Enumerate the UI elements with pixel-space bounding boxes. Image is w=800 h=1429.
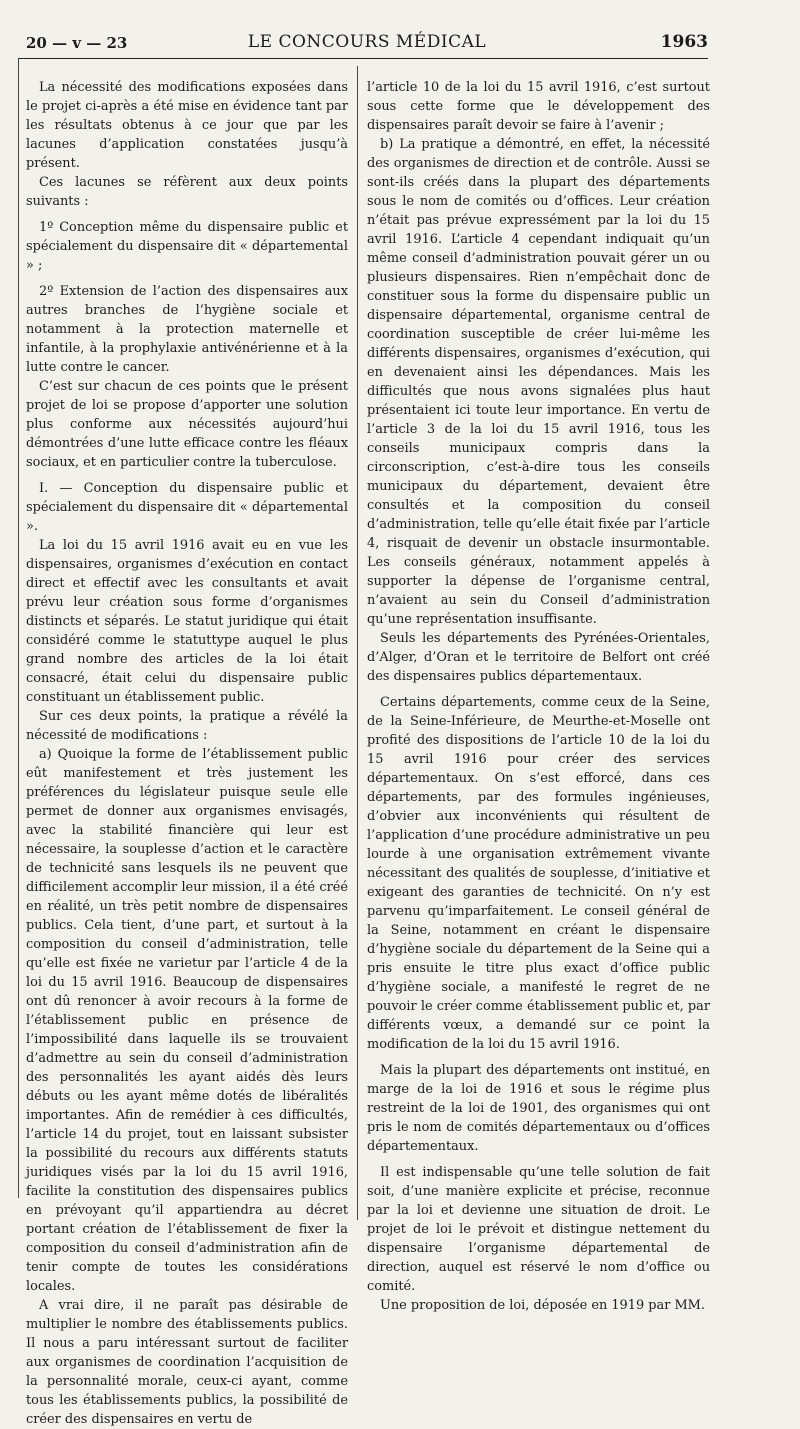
left-column: [26, 78, 348, 1429]
column-divider: [357, 66, 358, 1220]
section-heading: I. — Conception du dispensaire public et spécialement du dispensaire dit « départemental ».: [26, 481, 348, 534]
paragraph: b) La pratique a démontré, en effet, la nécessité des organismes de direction et de contrôle. Aussi se sont-ils créés dans la plupart des départements sous le nom de comités ou d’offices. Leur création n’était pas prévue expressément par la loi du 15 avril 1916. L’article 4 cependant indiquait qu’un même conseil d’administration pouvait gérer un ou plusieurs dispensaires. Rien n’empêchait donc de constituer sous la forme du dispensaire public un dispensaire départemental, organisme central de coordination susceptible de créer lui-même les différents dispensaires, organismes d’exécution, qui en devenaient ainsi les dépendances. Mais les difficultés que nous avons signalées plus haut présentaient ici toute leur importance. En vertu de l’article 3 de la loi du 15 avril 1916, tous les conseils municipaux compris dans la circonscription, c’est-à-dire tous les conseils municipaux du département, devaient être consultés et la composition du conseil d’administration, telle qu’elle était fixée par l’article 4, risquait de devenir un obstacle insurmontable. Les conseils généraux, notamment appelés à supporter la dépense de l’organisme central, n’avaient au sein du Conseil d’administration qu’une représentation insuffisante.: [367, 137, 710, 627]
paragraph: 1º Conception même du dispensaire public et spécialement du dispensaire dit « départemental » ;: [26, 220, 348, 273]
page-number: 1963: [660, 32, 708, 52]
paragraph: Ces lacunes se réfèrent aux deux points suivants :: [26, 175, 348, 209]
paragraph: A vrai dire, il ne paraît pas désirable de multiplier le nombre des établissements publics. Il nous a paru intéressant surtout de faciliter aux organismes de coordination l’acquisition de la personnalité morale, ceux-ci ayant, comme tous les établissements publics, la possibilité de créer des dispensaires en vertu de: [26, 1298, 348, 1427]
paragraph: Certains départements, comme ceux de la Seine, de la Seine-Inférieure, de Meurthe-et-Moselle ont profité des dispositions de l’article 10 de la loi du 15 avril 1916 pour créer des services départementaux. On s’est efforcé, dans ces départements, par des formules ingénieuses, d’obvier aux inconvénients qui résultent de l’application d’une procédure administrative un peu lourde à une organisation extrêmement vivante nécessitant des qualités de souplesse, d’initiative et exigeant des garanties de technicité. On n’y est parvenu qu’imparfaitement. Le conseil général de la Seine, notamment en créant le dispensaire d’hygiène sociale du département de la Seine qui a pris ensuite le titre plus exact d’office public d’hygiène sociale, a manifesté le regret de ne pouvoir le créer comme établissement public et, par différents vœux, a demandé sur ce point la modification de la loi du 15 avril 1916.: [367, 695, 710, 1052]
paragraph: C’est sur chacun de ces points que le présent projet de loi se propose d’apporter une solution plus conforme aux nécessités aujourd’hui démontrées d’une lutte efficace contre les fléaux sociaux, et en particulier contre la tuberculose.: [26, 379, 348, 470]
paragraph: Seuls les départements des Pyrénées-Orientales, d’Alger, d’Oran et le territoire de Belfort ont créé des dispensaires publics départementaux.: [367, 631, 710, 684]
paragraph: a) Quoique la forme de l’établissement public eût manifestement et très justement les préférences du législateur puisque seule elle permet de donner aux organismes envisagés, avec la stabilité financière qui leur est nécessaire, la souplesse d’action et le caractère de technicité sans lesquels ils ne peuvent que difficilement accomplir leur mission, il a été créé en réalité, un très petit nombre de dispensaires publics. Cela tient, d’une part, et surtout à la composition du conseil d’administration, telle qu’elle est fixée ne varietur par l’article 4 de la loi du 15 avril 1916. Beaucoup de dispensaires ont dû renoncer à avoir recours à la forme de l’établissement public en présence de l’impossibilité dans laquelle ils se trouvaient d’admettre au sein du conseil d’administration des personnalités les ayant aidés dès leurs débuts ou les ayant même dotés de libéralités importantes. Afin de remédier à ces difficultés, l’article 14 du projet, tout en laissant subsister la possibilité du recours aux différents statuts juridiques visés par la loi du 15 avril 1916, facilite la constitution des dispensaires publics en prévoyant qu’il appartiendra au décret portant création de l’établissement de fixer la composition du conseil d’administration afin de tenir compte de toutes les considérations locales.: [26, 747, 348, 1294]
right-column: [367, 78, 710, 1315]
paragraph: La loi du 15 avril 1916 avait eu en vue les dispensaires, organismes d’exécution en contact direct et effectif avec les consultants et avait prévu leur création sous forme d’organismes distincts et séparés. Le statut juridique qui était considéré comme le statuttype auquel le plus grand nombre des articles de la loi était consacré, était celui du dispensaire public constituant un établissement public.: [26, 538, 348, 705]
paragraph: Mais la plupart des départements ont institué, en marge de la loi de 1916 et sous le régime plus restreint de la loi de 1901, des organismes qui ont pris le nom de comités départementaux ou d’offices départementaux.: [367, 1063, 710, 1154]
paragraph: Sur ces deux points, la pratique a révélé la nécessité de modifications :: [26, 709, 348, 743]
paragraph: l’article 10 de la loi du 15 avril 1916, c’est surtout sous cette forme que le développement des dispensaires paraît devoir se faire à l’avenir ;: [367, 80, 710, 133]
issue-number: 20 — v — 23: [26, 34, 128, 52]
page-header: [26, 30, 708, 60]
header-rule: [18, 58, 708, 59]
paragraph: 2º Extension de l’action des dispensaires aux autres branches de l’hygiène sociale et notamment à la protection maternelle et infantile, à la prophylaxie antivénérienne et à la lutte contre le cancer.: [26, 284, 348, 375]
left-margin-rule: [18, 58, 19, 1198]
paragraph: Il est indispensable qu’une telle solution de fait soit, d’une manière explicite et précise, reconnue par la loi et devienne une situation de droit. Le projet de loi le prévoit et distingue nettement du dispensaire l’organisme départemental de direction, auquel est réservé le nom d’office ou comité.: [367, 1165, 710, 1294]
paragraph: Une proposition de loi, déposée en 1919 par MM.: [380, 1298, 705, 1313]
paragraph: La nécessité des modifications exposées dans le projet ci-après a été mise en évidence tant par les résultats obtenus à ce jour que par les lacunes d’application constatées jusqu’à présent.: [26, 80, 348, 171]
journal-title: LE CONCOURS MÉDICAL: [247, 32, 487, 52]
